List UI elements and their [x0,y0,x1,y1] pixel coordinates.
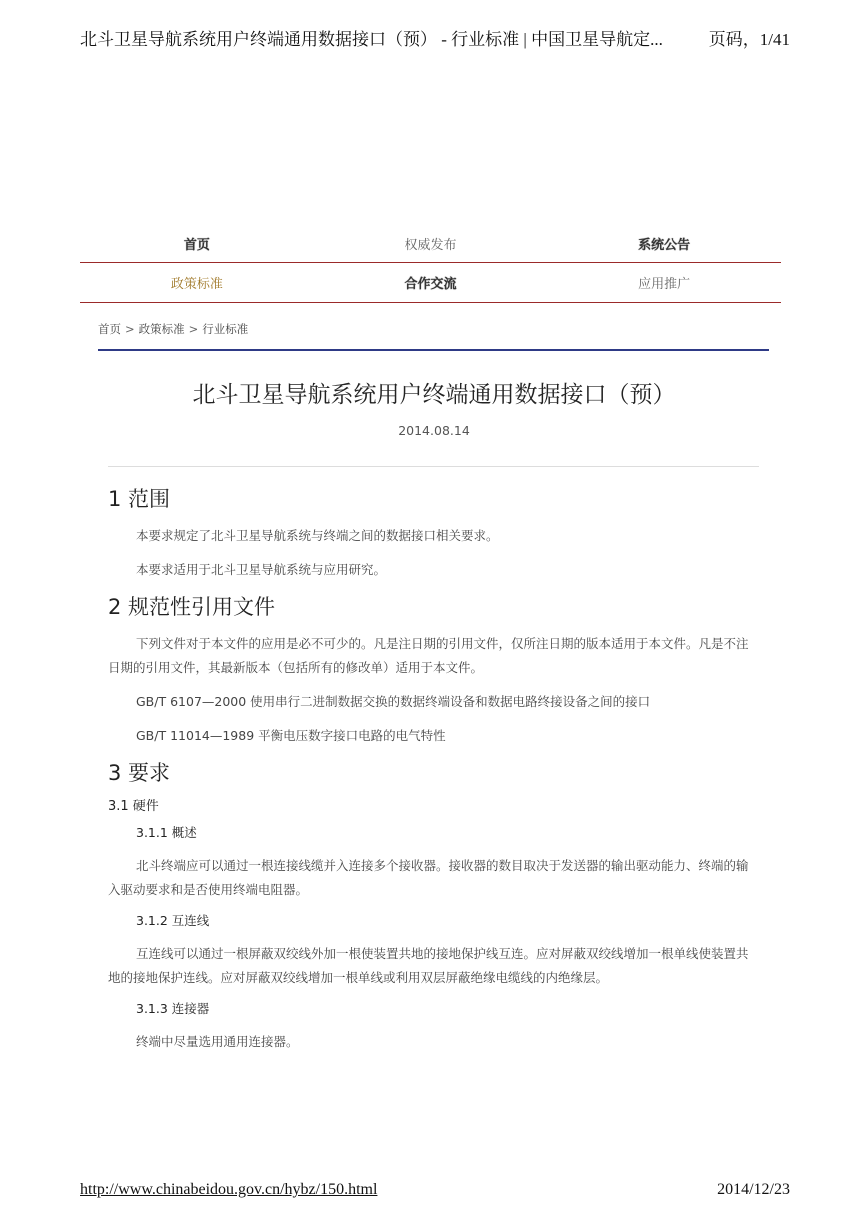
nav-cooperation[interactable]: 合作交流 [404,277,457,292]
section-1-paragraph-2: 本要求适用于北斗卫星导航系统与应用研究。 [136,562,387,577]
print-header-title: 北斗卫星导航系统用户终端通用数据接口（预） - 行业标准 | 中国卫星导航定... [80,30,663,49]
nav-policy-standards[interactable]: 政策标准 [170,277,223,292]
print-footer-date: 2014/12/23 [717,1181,790,1198]
print-footer-url[interactable]: http://www.chinabeidou.gov.cn/hybz/150.html [80,1181,378,1198]
breadcrumb-separator: > [125,322,135,336]
breadcrumb-current[interactable]: 行业标准 [202,322,249,336]
section-3-1-1-heading: 3.1.1 概述 [136,825,197,840]
section-2-paragraph-1: 下列文件对于本文件的应用是必不可少的。凡是注日期的引用文件，仅所注日期的版本适用于本文件。凡是不注日期的引用文件，其最新版本（包括所有的修改单）适用于本文件。 [108,636,749,675]
section-1-paragraph-1: 本要求规定了北斗卫星导航系统与终端之间的数据接口相关要求。 [136,528,499,543]
nav-system-notice[interactable]: 系统公告 [638,237,691,253]
breadcrumb [98,321,769,351]
breadcrumb-home[interactable]: 首页 [98,322,121,336]
print-header [80,25,790,50]
section-3-1-3-heading: 3.1.3 连接器 [136,1001,210,1016]
nav-row-1 [80,224,781,263]
nav-row-2 [80,263,781,303]
breadcrumb-separator: > [188,322,199,336]
nav-home[interactable]: 首页 [183,237,210,253]
print-footer [80,1181,790,1199]
section-3-1-3-paragraph: 终端中尽量选用通用连接器。 [136,1034,299,1049]
section-3-1-1-paragraph: 北斗终端应可以通过一根连接线缆并入连接多个接收器。接收器的数目取决于发送器的输出驱动能力、终端的输入驱动要求和是否使用终端电阻器。 [108,858,749,897]
article-title: 北斗卫星导航系统用户终端通用数据接口（预） [192,382,676,408]
title-divider [108,466,759,467]
article-body [108,480,759,1064]
section-3-1-2-paragraph: 互连线可以通过一根屏蔽双绞线外加一根使装置共地的接地保护线互连。应对屏蔽双绞线增加一根单线使装置共地的接地保护连线。应对屏蔽双绞线增加一根单线或利用双层屏蔽绝缘电缆线的内绝缘层。 [108,946,749,985]
section-3-1-2-heading: 3.1.2 互连线 [136,913,210,928]
section-2-heading: 2 规范性引用文件 [108,595,276,619]
main-nav [80,224,781,303]
section-3-heading: 3 要求 [108,761,171,785]
nav-authority-release[interactable]: 权威发布 [404,237,457,253]
article-date: 2014.08.14 [398,423,470,438]
nav-application[interactable]: 应用推广 [638,277,691,292]
section-1-heading: 1 范围 [108,487,171,511]
section-2-reference-1: GB/T 6107—2000 使用串行二进制数据交换的数据终端设备和数据电路终接设备之间的接口 [136,694,651,709]
section-2-reference-2: GB/T 11014—1989 平衡电压数字接口电路的电气特性 [136,728,446,743]
breadcrumb-policy[interactable]: 政策标准 [138,322,185,336]
print-header-page: 页码，1/41 [708,30,790,49]
section-3-1-heading: 3.1 硬件 [108,799,159,814]
